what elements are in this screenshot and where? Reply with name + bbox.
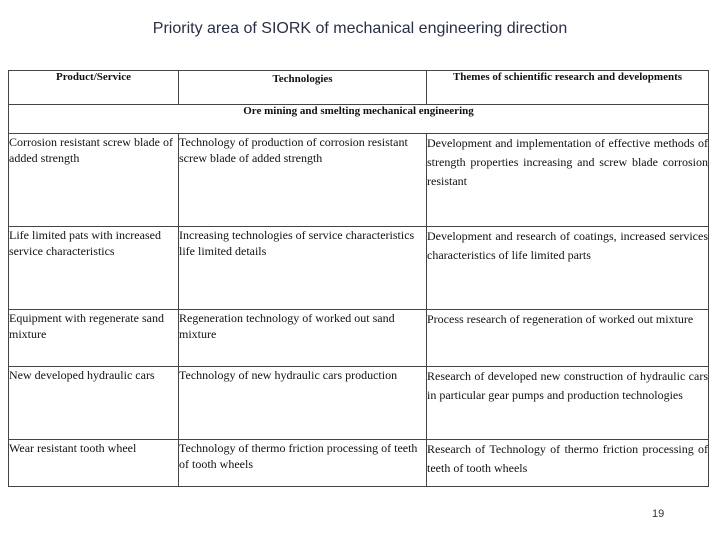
header-research-themes: Themes of schientific research and developments bbox=[427, 71, 709, 105]
table-row bbox=[9, 440, 709, 487]
table-row bbox=[9, 310, 709, 367]
table-row bbox=[9, 134, 709, 227]
table-row bbox=[9, 227, 709, 310]
cell-technology: Regeneration technology of worked out sand mixture bbox=[179, 310, 427, 367]
header-row bbox=[9, 71, 709, 105]
cell-theme: Development and implementation of effective methods of strength properties increasing and screw blade corrosion resistant bbox=[427, 134, 709, 227]
cell-product: Wear resistant tooth wheel bbox=[9, 440, 179, 487]
cell-theme: Development and research of coatings, increased services characteristics of life limited parts bbox=[427, 227, 709, 310]
header-technologies: Technologies bbox=[179, 71, 427, 105]
cell-theme: Research of developed new construction of hydraulic cars in particular gear pumps and production technologies bbox=[427, 367, 709, 440]
header-product-service: Product/Service bbox=[9, 71, 179, 105]
priority-table bbox=[8, 70, 709, 487]
cell-technology: Technology of thermo friction processing of teeth of tooth wheels bbox=[179, 440, 427, 487]
cell-technology: Technology of production of corrosion resistant screw blade of added strength bbox=[179, 134, 427, 227]
cell-product: Equipment with regenerate sand mixture bbox=[9, 310, 179, 367]
page-title: Priority area of SIORK of mechanical engineering direction bbox=[152, 20, 568, 37]
cell-technology: Increasing technologies of service characteristics life limited details bbox=[179, 227, 427, 310]
table-row bbox=[9, 367, 709, 440]
cell-product: Corrosion resistant screw blade of added strength bbox=[9, 134, 179, 227]
page-number: 19 bbox=[652, 508, 665, 520]
cell-theme: Process research of regeneration of worked out mixture bbox=[427, 310, 709, 367]
cell-technology: Technology of new hydraulic cars production bbox=[179, 367, 427, 440]
cell-product: New developed hydraulic cars bbox=[9, 367, 179, 440]
section-row bbox=[9, 105, 709, 134]
section-title: Ore mining and smelting mechanical engineering bbox=[9, 105, 709, 134]
cell-theme: Research of Technology of thermo friction processing of teeth of tooth wheels bbox=[427, 440, 709, 487]
cell-product: Life limited pats with increased service characteristics bbox=[9, 227, 179, 310]
